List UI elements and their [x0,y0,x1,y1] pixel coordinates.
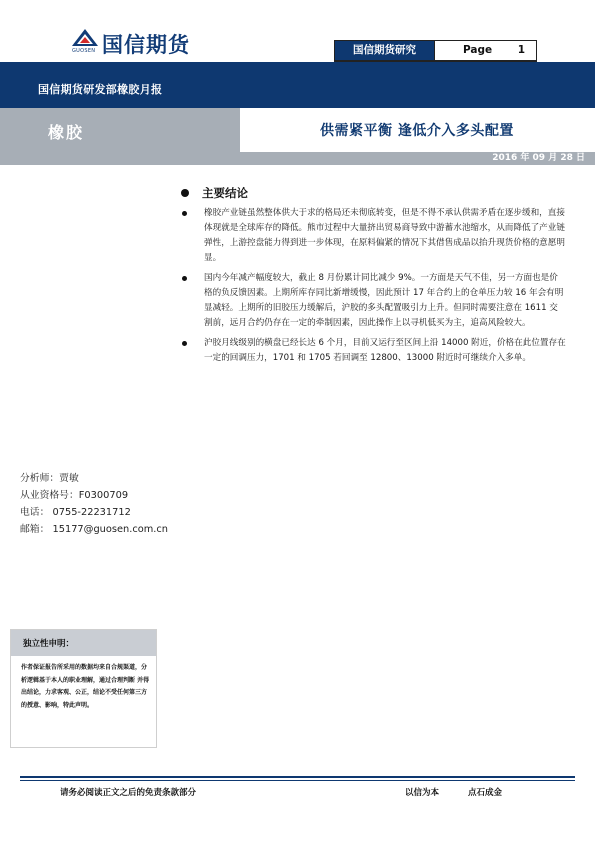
bullet-icon [182,276,187,281]
analyst-info [20,470,168,538]
footer-divider-thin [20,780,575,781]
footer-notice: 请务必阅读正文之后的免责条款部分 [60,788,197,798]
header-page [434,40,537,62]
page-label: Page [463,44,493,56]
company-sub: GUOSEN [72,48,96,54]
bullet-text: 国内今年减产幅度较大，截止 8 月份累计同比减少 9%。一方面是天气不佳，另一方面也是价格的负反馈因素。上期所库存同比新增缓慢，因此预计 17 年合约上的仓单压力较 16 年会有明显减轻。上期所的旧胶压力缓解后，沪胶的多头配置吸引力上升。但同时需要注意在 1611 交割前，远月合约仍存在一定的牵制因素，因此操作上以寻机低买为主，追高风险较大。 [204,273,564,328]
page-number: 1 [517,44,526,56]
sector-band [0,108,240,152]
statement-body: 作者保证报告所采用的数据均来自合规渠道，分析逻辑基于本人的职业理解，通过合理判断 并得出结论，力求客观、公正，结论不受任何第三方的授意、影响，特此声明。 [21,664,150,709]
conclusion-list [178,206,566,371]
report-headline: 供需紧平衡 逢低介入多头配置 [320,123,514,139]
footer-slogan-2: 点石成金 [468,788,503,798]
analyst-license: 从业资格号：F0300709 [20,490,129,501]
analyst-email[interactable]: 邮箱： 15177@guosen.com.cn [20,524,168,535]
bullet-text: 橡胶产业链虽然整体供大于求的格局还未彻底转变，但是不得不承认供需矛盾在逐步缓和，直接体现就是全球库存的降低。熊市过程中大量挤出贸易商导致中游蓄水池缩水，从而降低了产业链弹性，上游控盘能力得到进一步体现，在原料偏紧的情况下其借售成品以抬升现货价格的意愿明显。 [204,208,565,263]
company-name: 国信期货 [102,33,190,57]
statement-title: 独立性申明： [23,639,75,649]
report-series: 国信期货研发部橡胶月报 [38,83,163,96]
list-item [178,206,566,266]
section-bullet-icon [181,189,189,197]
analyst-phone: 电话： 0755-22231712 [20,507,131,518]
bullet-text: 沪胶月线级别的横盘已经长达 6 个月，目前又运行至区间上沿 14000 附近，价格在此位置存在一定的回调压力，1701 和 1705 若回调至 12800、13000 附近时可继续介入多单。 [204,338,566,363]
analyst-name: 分析师：贾敏 [20,473,79,484]
footer-divider [20,776,575,778]
sector-label: 橡胶 [48,123,85,142]
section-title: 主要结论 [202,186,248,200]
independence-statement [10,629,157,748]
list-item [178,271,566,331]
header-dept: 国信期货研究 [334,40,435,62]
bullet-icon [182,211,187,216]
guosen-logo-icon [70,28,100,48]
company-logo [70,28,210,56]
list-item [178,336,566,366]
report-date: 2016 年 09 月 28 日 [492,153,585,163]
bullet-icon [182,341,187,346]
footer-slogan-1: 以信为本 [405,788,440,798]
